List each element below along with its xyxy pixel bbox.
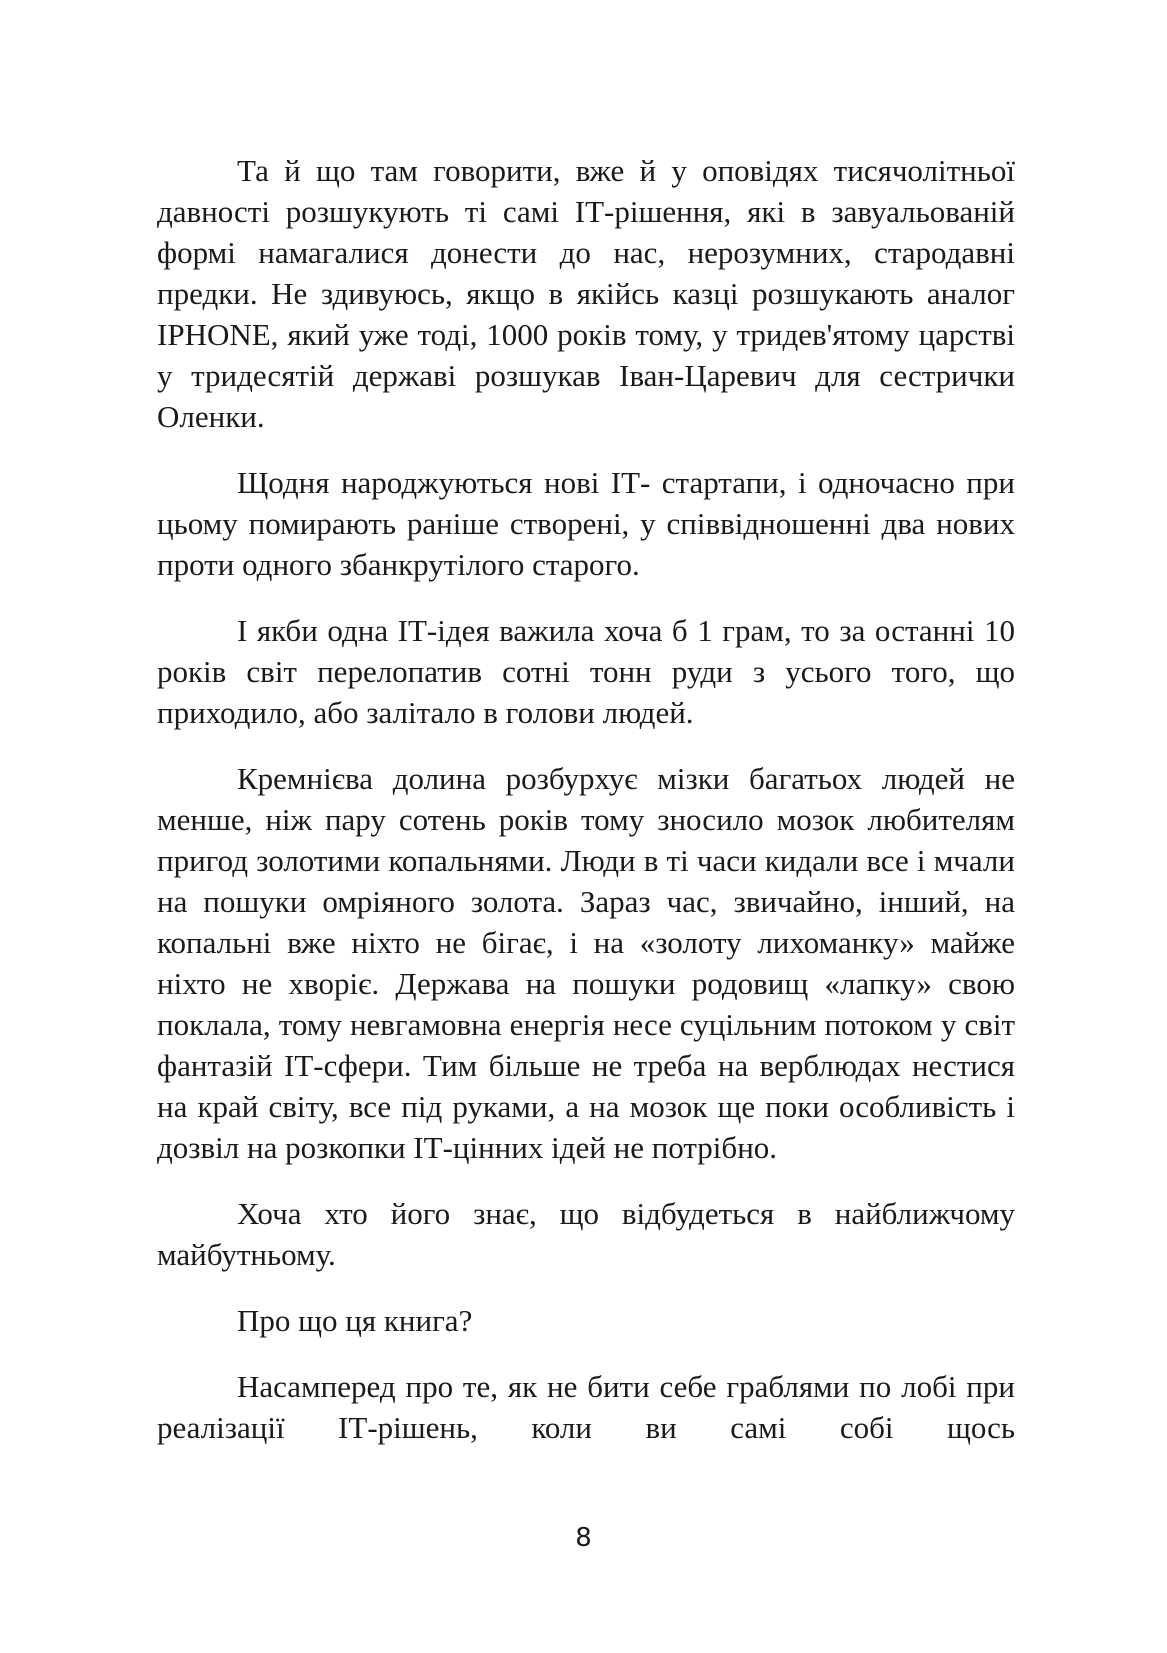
body-text (157, 150, 1015, 1473)
page-number: 8 (575, 1523, 592, 1553)
paragraph-7: Насамперед про те, як не бити себе граблями по лобі при реалізації ІТ-рішень, коли ви самі собі щось (157, 1369, 1015, 1445)
paragraph-6: Про що ця книга? (237, 1303, 473, 1338)
paragraph-5: Хоча хто його знає, що відбудеться в найближчому майбутньому. (157, 1196, 1015, 1272)
paragraph-4: Кремнієва долина розбурхує мізки багатьох людей не менше, ніж пару сотень років тому зносило мозок любителям пригод золотими копальнями. Люди в ті часи кидали все і мчали на пошуки омріяного золота. Зараз час, звичайно, інший, на копальні вже ніхто не бігає, і на «золоту лихоманку» майже ніхто не хворіє. Держава на пошуки родовищ «лапку» свою поклала, тому невгамовна енергія несе суцільним потоком у світ фантазій ІТ-сфери. Тим більше не треба на верблюдах нестися на край світу, все під руками, а на мозок ще поки особливість і дозвіл на розкопки ІТ-цінних ідей не потрібно. (157, 761, 1015, 1165)
paragraph-2: Щодня народжуються нові ІТ- стартапи, і одночасно при цьому помирають раніше створені, у співвідношенні два нових проти одного збанкрутілого старого. (157, 465, 1015, 582)
paragraph-1: Та й що там говорити, вже й у оповідях тисячолітньої давності розшукують ті самі ІТ-рішення, які в завуальованій формі намагалися донести до нас, нерозумних, стародавні предки. Не здивуюсь, якщо в якійсь казці розшукають аналог IPHONE, який уже тоді, 1000 років тому, у тридев'ятому царстві у тридесятій державі розшукав Іван-Царевич для сестрички Оленки. (157, 153, 1015, 434)
paragraph-3: І якби одна ІТ-ідея важила хоча б 1 грам, то за останні 10 років світ перелопатив сотні тонн руди з усього того, що приходило, або залітало в голови людей. (157, 613, 1015, 730)
